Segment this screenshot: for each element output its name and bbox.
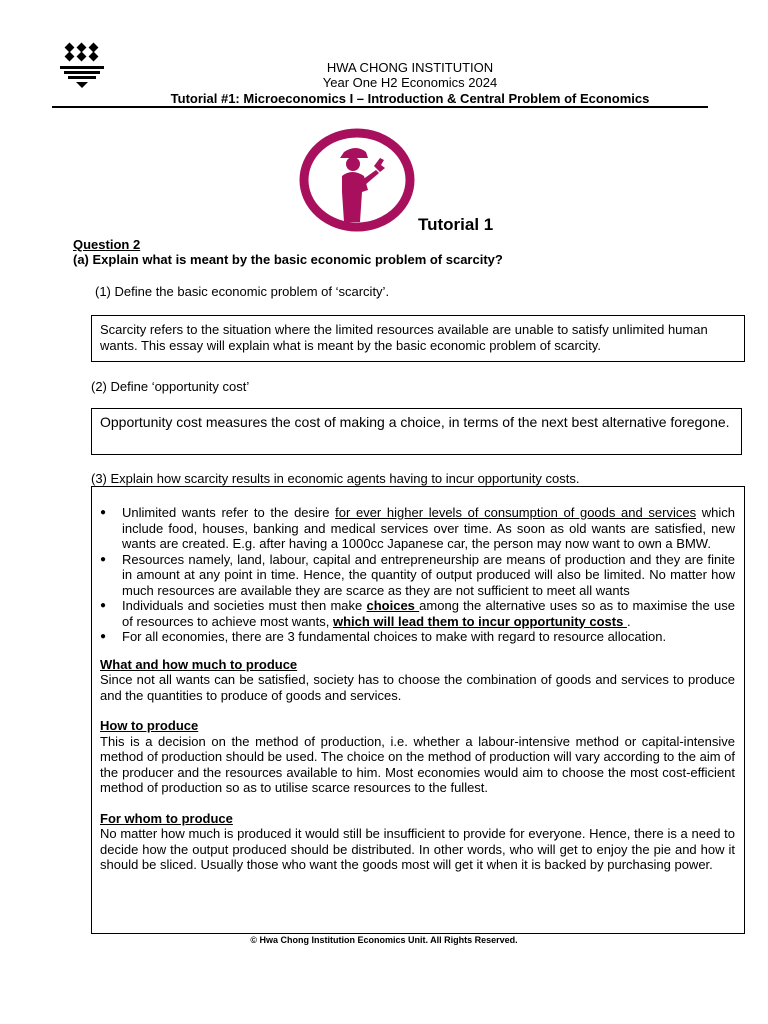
list-item: ● Unlimited wants refer to the desire for ever higher levels of consumption of goods and services which include food, houses, banking and medical services over time. As soon as old wants are satisfied, new wants are created. E.g. after having a 1000cc Japanese car, the person may now want to own a BMW. (100, 505, 735, 552)
step1-prompt: (1) Define the basic economic problem of ‘scarcity’. (95, 284, 390, 299)
section-heading: For whom to produce (100, 810, 233, 826)
institution-logo (58, 42, 106, 95)
section-heading: How to produce (100, 718, 199, 733)
step1-answer-box (91, 315, 745, 362)
section-heading: What and how much to produce (100, 656, 298, 672)
step2-answer-box (91, 408, 742, 455)
step3-prompt: (3) Explain how scarcity results in economic agents having to incur opportunity costs. (91, 471, 580, 486)
section-body: This is a decision on the method of production, i.e. whether a labour-intensive method or capital-intensive method of production should be used. The choice on the method of production will vary according to the aim of the producer and the resources available to him. Most economies would aim to choose the most cost-efficient method of production so as to utilise scarce resources to the fullest. (100, 733, 735, 795)
step2-answer: Opportunity cost measures the cost of making a choice, in terms of the next best alternative foregone. (100, 414, 730, 430)
institution-name: HWA CHONG INSTITUTION (326, 60, 494, 75)
tutorial-title: Tutorial #1: Microeconomics I – Introduction & Central Problem of Economics (170, 91, 650, 106)
course-name: Year One H2 Economics 2024 (322, 75, 498, 90)
bullet-list (100, 505, 735, 645)
section-body: No matter how much is produced it would still be insufficient to provide for everyone. Hence, there is a need to decide how the output produced should be distributed. In other words, who will get to enjoy the pie and how it should be sliced. Usually those who want the goods most will get it when it is backed by purchasing power. (100, 826, 735, 872)
list-item: ● Individuals and societies must then make choices among the alternative uses so as to maximise the use of resources to achieve most wants, which will lead them to incur opportunity costs . (100, 598, 735, 629)
worker-icon (298, 128, 416, 232)
question-part-a: (a) Explain what is meant by the basic economic problem of scarcity? (73, 252, 503, 267)
list-item: ● Resources namely, land, labour, capital and entrepreneurship are means of production and they are finite in amount at any point in time. Hence, the quantity of output produced will also be limited. No matter how much resources are available they are scarce as they are not sufficient to meet all wants (100, 552, 735, 599)
question-number: Question 2 (73, 237, 141, 252)
list-item: ● For all economies, there are 3 fundamental choices to make with regard to resource allocation. (100, 629, 735, 645)
section-body: Since not all wants can be satisfied, society has to choose the combination of goods and services to produce and the quantities to produce of goods and services. (100, 672, 735, 703)
step1-answer: Scarcity refers to the situation where the limited resources available are unable to satisfy unlimited human wants. This essay will explain what is meant by the basic economic problem of scarcity. (100, 322, 708, 353)
step2-prompt: (2) Define ‘opportunity cost’ (91, 379, 250, 394)
worker-emblem (298, 128, 416, 237)
tutorial-label: Tutorial 1 (418, 215, 494, 234)
copyright-footer: © Hwa Chong Institution Economics Unit. All Rights Reserved. (250, 935, 518, 945)
step3-answer-box (91, 486, 745, 934)
logo-icon (58, 42, 106, 90)
header-rule (52, 106, 708, 108)
